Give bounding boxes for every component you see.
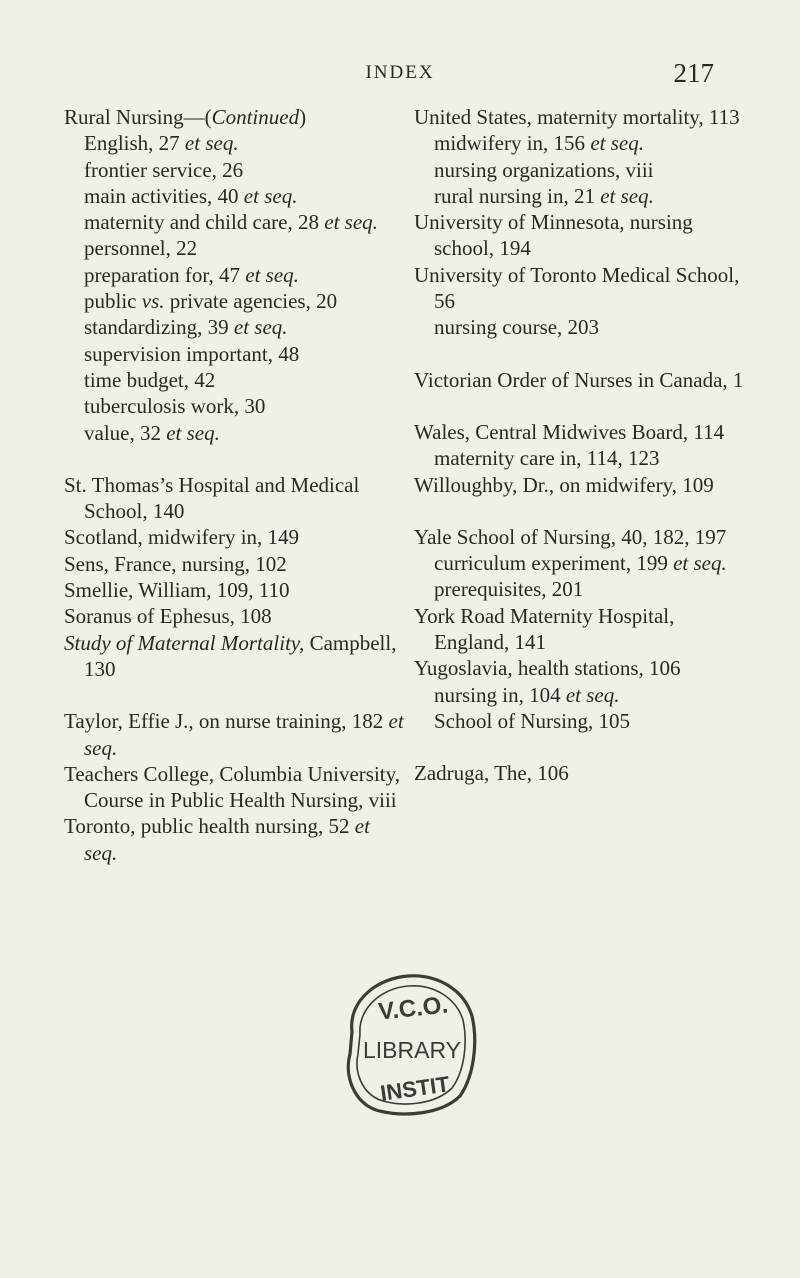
index-column-right	[414, 104, 754, 787]
entry-text: Smellie, William, 109, 110	[64, 578, 290, 603]
entry-text: Yugoslavia, health stations, 106	[414, 656, 681, 681]
entry-text: Willoughby, Dr., on midwifery, 109	[414, 472, 714, 497]
entry-text: Yale School of Nursing, 40, 182, 197	[414, 524, 727, 549]
index-entry	[64, 472, 404, 525]
entry-text: maternity and child care, 28	[84, 210, 325, 235]
index-entry	[414, 472, 754, 498]
entry-text: et seq.	[245, 262, 299, 287]
index-entry	[414, 760, 754, 786]
entry-text: Continued	[211, 105, 300, 129]
entry-text: nursing in, 104	[434, 682, 566, 707]
entry-text: frontier service, 26	[84, 157, 244, 182]
entry-text: preparation for, 47	[84, 262, 246, 287]
index-entry	[64, 813, 404, 866]
entry-text: Study of Maternal Mortality,	[64, 630, 305, 655]
index-subentry	[64, 183, 404, 209]
index-entry	[414, 603, 754, 656]
entry-text: et seq.	[565, 682, 620, 707]
index-subentry	[414, 576, 754, 602]
entry-text: nursing course, 203	[434, 315, 600, 340]
page-title: INDEX	[365, 62, 435, 83]
index-subentry	[414, 445, 754, 471]
entry-text: et seq.	[84, 814, 370, 865]
entry-text: et seq.	[84, 709, 404, 760]
entry-text: time budget, 42	[84, 367, 216, 392]
index-entry	[414, 367, 754, 393]
index-entry	[414, 419, 754, 445]
index-subentry	[64, 262, 404, 288]
entry-text: et seq.	[673, 551, 727, 576]
entry-text: et seq.	[184, 131, 239, 156]
index-subentry	[414, 183, 754, 209]
entry-text: main activities, 40	[84, 183, 244, 208]
entry-text: midwifery in, 156	[434, 131, 591, 156]
index-subentry	[414, 157, 754, 183]
stamp-text-bottom: INSTIT	[378, 1071, 452, 1106]
entry-text: supervision important, 48	[84, 341, 300, 366]
entry-text: et seq.	[324, 210, 378, 235]
index-subentry	[64, 209, 404, 235]
entry-text: et seq.	[233, 315, 288, 340]
index-entry	[64, 524, 404, 550]
page-number: 217	[673, 58, 714, 88]
index-subentry	[64, 314, 404, 340]
entry-text: United States, maternity mortality, 113	[414, 105, 740, 129]
entry-text: tuberculosis work, 30	[84, 394, 266, 419]
entry-text: prerequisites, 201	[434, 577, 584, 602]
entry-text: Teachers College, Columbia University, Course in Public Health Nursing, viii	[64, 761, 400, 813]
entry-text: Sens, France, nursing, 102	[64, 551, 287, 576]
index-subentry	[414, 314, 754, 340]
index-subentry	[64, 157, 404, 183]
entry-text: Zadruga, The, 106	[414, 761, 569, 786]
entry-text: rural nursing in, 21	[434, 183, 601, 208]
index-subentry	[414, 708, 754, 734]
entry-text: curriculum experiment, 199	[434, 551, 674, 576]
index-subentry	[414, 550, 754, 576]
index-entry	[414, 655, 754, 681]
index-subentry	[64, 235, 404, 261]
entry-text: St. Thomas’s Hospital and Medical School, 140	[64, 472, 360, 524]
entry-text: Victorian Order of Nurses in Canada, 1	[414, 367, 744, 392]
entry-text: Soranus of Ephesus, 108	[64, 604, 272, 629]
entry-text: Campbell, 130	[84, 630, 397, 681]
index-entry	[64, 603, 404, 629]
entry-text: Wales, Central Midwives Board, 114	[414, 419, 725, 444]
index-entry	[64, 577, 404, 603]
index-subentry	[414, 682, 754, 708]
entry-text: )	[299, 105, 307, 129]
entry-text: personnel, 22	[84, 236, 198, 261]
entry-text: et seq.	[166, 420, 220, 445]
index-column-left	[64, 104, 404, 866]
index-subentry	[64, 130, 404, 156]
entry-text: et seq.	[590, 131, 644, 156]
entry-text: York Road Maternity Hospital, England, 141	[414, 603, 675, 655]
index-subentry	[64, 288, 404, 314]
entry-text: English, 27	[84, 131, 185, 156]
index-entry	[64, 630, 404, 683]
entry-text: et seq.	[243, 183, 298, 208]
index-entry	[64, 551, 404, 577]
index-subentry	[64, 341, 404, 367]
entry-text: et seq.	[600, 183, 654, 208]
entry-text: University of Toronto Medical School, 56	[414, 262, 740, 314]
running-head	[0, 58, 800, 98]
entry-text: value, 32	[84, 420, 167, 445]
index-subentry	[64, 393, 404, 419]
index-subentry	[414, 130, 754, 156]
entry-text: vs.	[141, 289, 165, 314]
entry-text: standardizing, 39	[84, 315, 234, 340]
entry-text: maternity care in, 114, 123	[434, 446, 660, 471]
index-entry	[64, 708, 404, 761]
index-entry	[64, 104, 404, 130]
entry-text: Toronto, public health nursing, 52	[64, 814, 355, 839]
entry-text: Scotland, midwifery in, 149	[64, 525, 300, 550]
index-entry	[414, 104, 754, 130]
index-subentry	[64, 420, 404, 446]
index-subentry	[64, 367, 404, 393]
index-entry	[414, 524, 754, 550]
entry-text: School of Nursing, 105	[434, 708, 630, 733]
index-entry	[414, 262, 754, 315]
entry-text: University of Minnesota, nursing school, 194	[414, 210, 693, 261]
stamp-text-top: V.C.O.	[377, 991, 450, 1026]
entry-text: Taylor, Effie J., on nurse training, 182	[64, 709, 389, 734]
entry-text: private agencies, 20	[164, 289, 338, 314]
entry-text: nursing organizations, viii	[434, 157, 654, 182]
library-stamp-icon	[328, 972, 483, 1120]
entry-text: public	[84, 289, 142, 314]
entry-text: Rural Nursing—(	[64, 105, 212, 129]
index-entry	[64, 761, 404, 814]
stamp-text-middle: LIBRARY	[362, 1037, 462, 1063]
index-entry	[414, 209, 754, 262]
